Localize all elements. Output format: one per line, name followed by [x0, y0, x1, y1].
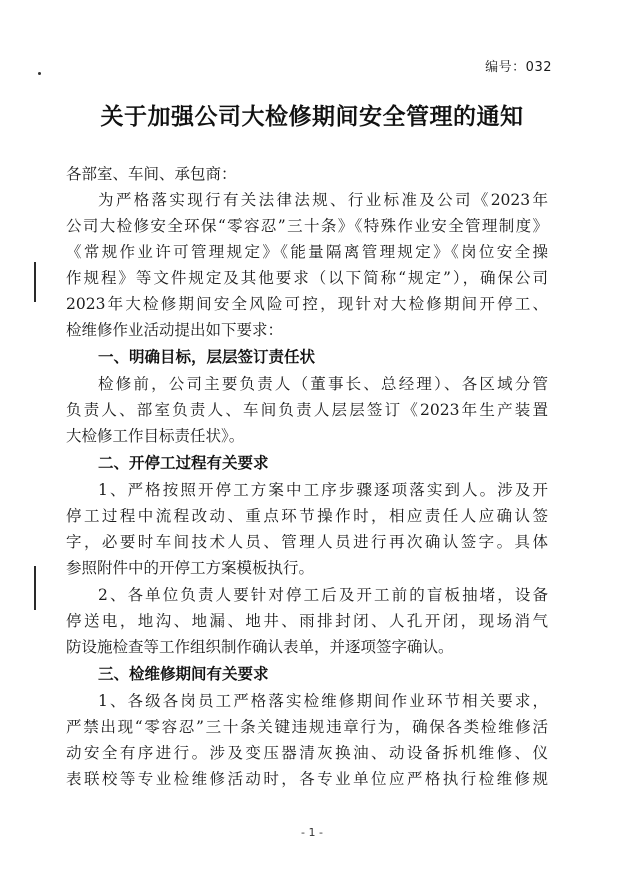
body-line: 防设施检查等工作组织制作确认表单，并逐项签字确认。	[66, 638, 454, 656]
body-line: 负责人、部室负责人、车间负责人层层签订《2023年生产装置	[66, 401, 548, 419]
body-line: 停工过程中流程改动、重点环节操作时，相应责任人应确认签	[66, 507, 548, 525]
page-number: - 1 -	[301, 826, 323, 839]
body-line: 为严格落实现行有关法律法规、行业标准及公司《2023年	[98, 191, 548, 209]
body-line: 表联校等专业检维修活动时，各专业单位应严格执行检维修规	[66, 770, 548, 788]
body-line: 严禁出现“零容忍”三十条关键违规违章行为，确保各类检维修活	[66, 718, 548, 736]
margin-mark	[34, 262, 36, 302]
body-line: 公司大检修安全环保“零容忍”三十条》《特殊作业安全管理制度》	[66, 217, 548, 235]
body-line: 检维修作业活动提出如下要求：	[66, 321, 284, 339]
body-line: 字，必要时车间技术人员、管理人员进行再次确认签字。具体	[66, 533, 548, 551]
margin-mark	[34, 566, 36, 610]
body-line: 作规程》等文件规定及其他要求（以下简称“规定”），确保公司	[66, 269, 548, 287]
document-number: 编号：032	[485, 60, 552, 75]
body-line: 参照附件中的开停工方案模板执行。	[66, 559, 315, 577]
addressee: 各部室、车间、承包商：	[66, 165, 237, 183]
body-line: 停送电，地沟、地漏、地井、雨排封闭、人孔开闭，现场消气	[66, 612, 548, 630]
scan-speck	[38, 72, 41, 75]
body-line: 1、各级各岗员工严格落实检维修期间作业环节相关要求，	[98, 692, 548, 710]
section-heading-1: 一、明确目标，层层签订责任状	[98, 348, 316, 366]
body-line: 《常规作业许可管理规定》《能量隔离管理规定》《岗位安全操	[66, 243, 548, 261]
body-line: 2、各单位负责人要针对停工后及开工前的盲板抽堵，设备	[98, 586, 548, 604]
body-line: 大检修工作目标责任状》。	[66, 427, 245, 445]
body-line: 检修前，公司主要负责人（董事长、总经理）、各区域分管	[98, 375, 548, 393]
section-heading-2: 二、开停工过程有关要求	[98, 454, 269, 472]
body-line: 2023年大检修期间安全风险可控，现针对大检修期间开停工、	[66, 295, 548, 313]
body-line: 1、严格按照开停工方案中工序步骤逐项落实到人。涉及开	[98, 481, 548, 499]
body-line: 动安全有序进行。涉及变压器清灰换油、动设备拆机维修、仪	[66, 744, 548, 762]
section-heading-3: 三、检维修期间有关要求	[98, 665, 269, 683]
document-title: 关于加强公司大检修期间安全管理的通知	[100, 104, 524, 130]
